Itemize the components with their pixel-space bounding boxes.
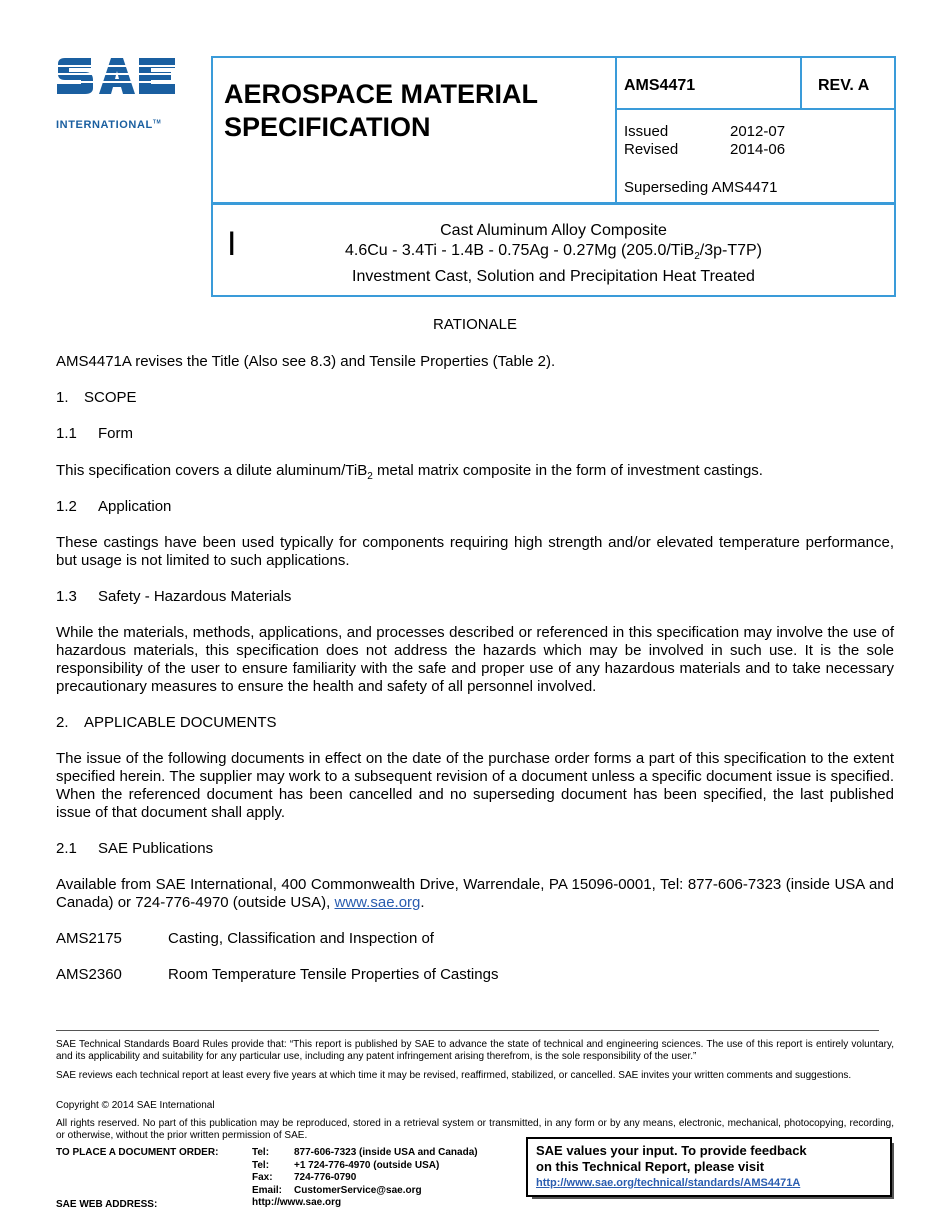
web-address-label: SAE WEB ADDRESS: bbox=[56, 1199, 158, 1210]
footer-divider bbox=[56, 1030, 879, 1031]
footer-rules-text: SAE Technical Standards Board Rules provide that: “This report is published by SAE to advance the state of technical and engineering sciences. The use of this report is entirely voluntary, and its applicability and suitability for any particular use, including any patent infringement arising therefrom, is the sole responsibility of the user.” bbox=[56, 1039, 894, 1062]
section-1-3-heading: 1.3 Safety - Hazardous Materials bbox=[56, 588, 292, 605]
sae-website-link[interactable]: www.sae.org bbox=[334, 894, 421, 911]
logo-tagline: INTERNATIONAL™ bbox=[56, 119, 162, 131]
footer-copyright: Copyright © 2014 SAE International bbox=[56, 1100, 215, 1111]
reference-row: AMS2175 Casting, Classification and Inspection of bbox=[56, 930, 434, 947]
section-1-1-heading: 1.1 Form bbox=[56, 425, 133, 442]
superseding-note: Superseding AMS4471 bbox=[624, 179, 778, 196]
order-label: TO PLACE A DOCUMENT ORDER: bbox=[56, 1147, 219, 1158]
footer-rights-text: All rights reserved. No part of this publication may be reproduced, stored in a retrieval system or transmitted, in any form or by any means, electronic, mechanical, photocopying, recording, or otherwise, without the prior written permission of SAE. bbox=[56, 1118, 894, 1141]
doc-number: AMS4471 bbox=[624, 77, 696, 94]
spec-subtitle-box bbox=[211, 203, 896, 297]
section-2-1-text: Available from SAE International, 400 Commonwealth Drive, Warrendale, PA 15096-0001, Tel: 877-606-7323 (inside USA and Canada) or 724-776-4970 (outside USA), www.sae.org. bbox=[56, 876, 894, 911]
revision-label: REV. A bbox=[818, 77, 870, 94]
feedback-box bbox=[526, 1137, 892, 1197]
feedback-text: SAE values your input. To provide feedback on this Technical Report, please visit bbox=[536, 1143, 807, 1174]
section-2-heading: 2. APPLICABLE DOCUMENTS bbox=[56, 714, 277, 731]
rationale-heading: RATIONALE bbox=[433, 316, 517, 333]
sae-web-address[interactable]: http://www.sae.org bbox=[252, 1197, 342, 1208]
footer-review-text: SAE reviews each technical report at least every five years at which time it may be revised, reaffirmed, stabilized, or cancelled. SAE invites your written comments and suggestions. bbox=[56, 1070, 852, 1081]
section-1-2-heading: 1.2 Application bbox=[56, 498, 172, 515]
section-1-2-text: These castings have been used typically for components requiring high strength and/or elevated temperature performance, but usage is not limited to such applications. bbox=[56, 534, 894, 569]
reference-row: AMS2360 Room Temperature Tensile Properties of Castings bbox=[56, 966, 499, 983]
feedback-link[interactable]: http://www.sae.org/technical/standards/AMS4471A bbox=[536, 1177, 801, 1189]
section-2-1-heading: 2.1 SAE Publications bbox=[56, 840, 214, 857]
revision-mark: I bbox=[227, 225, 237, 263]
spec-title: AEROSPACE MATERIAL SPECIFICATION bbox=[224, 79, 539, 142]
order-contacts: Tel: 877-606-7323 (inside USA and Canada) Tel: +1 724-776-4970 (outside USA) Fax: 724-776-0790 Email: CustomerService@sae.org http://www.sae.org bbox=[252, 1147, 478, 1208]
section-1-1-text: This specification covers a dilute aluminum/TiB$_2$ metal matrix composite in the form of investment castings. bbox=[56, 462, 763, 482]
section-1-3-text: While the materials, methods, applications, and processes described or referenced in this specification may involve the use of hazardous materials, this specification does not address the hazards which may be involved in such use. It is the sole responsibility of the user to ensure familiarity with the safe and proper use of any hazardous materials and to take necessary precautionary measures to ensure the health and safety of all personnel involved. bbox=[56, 624, 894, 695]
rationale-text: AMS4471A revises the Title (Also see 8.3) and Tensile Properties (Table 2). bbox=[56, 353, 556, 370]
spec-subtitle: Cast Aluminum Alloy Composite 4.6Cu - 3.4Ti - 1.4B - 0.75Ag - 0.27Mg (205.0/TiB$_2$/3p-T7P) Investment Cast, Solution and Precipitation Heat Treated bbox=[344, 222, 762, 286]
section-1-heading: 1. SCOPE bbox=[56, 389, 137, 406]
spec-header bbox=[211, 56, 896, 204]
section-2-text: The issue of the following documents in effect on the date of the purchase order forms a part of this specification to the extent specified herein. The supplier may work to a subsequent revision of a document unless a specific document issue is specified. When the referenced document has been cancelled and no superseding document has been specified, the last published issue of that document shall apply. bbox=[56, 750, 894, 821]
issue-dates: Issued 2012-07 Revised 2014-06 bbox=[624, 123, 786, 158]
